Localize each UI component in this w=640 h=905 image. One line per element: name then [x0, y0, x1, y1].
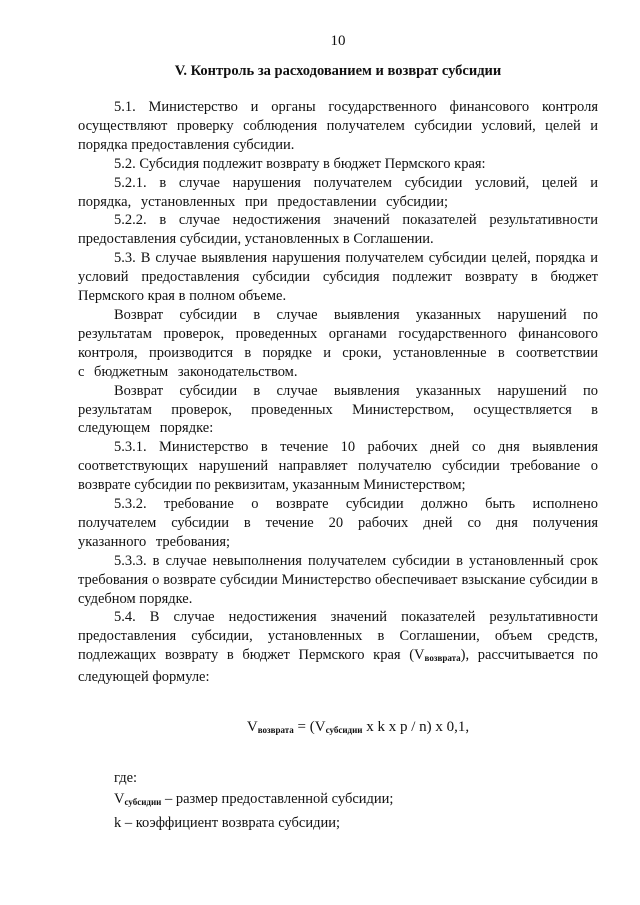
definition-v-text: – размер предоставленной субсидии; — [161, 791, 394, 808]
definition-v-subsidii — [78, 789, 598, 813]
paragraph-5-4-text: 5.4. В случае недостижения значений показателей результативности предоставления субсидии, установленных в Соглашении, объем средств, подлежащих возврату в бюджет Пермского края (V — [78, 609, 598, 664]
paragraph-5-2: 5.2. Субсидия подлежит возврату в бюджет Пермского края: — [114, 155, 486, 172]
paragraph-5-3: 5.3. В случае выявления нарушения получателем субсидии целей, порядка и условий предоставления субсидии субсидия подлежит возврату в бюджет Пермского края в полном объеме. — [78, 250, 598, 305]
paragraph-5-4-tail: ), рассчитывается по следующей формуле: — [78, 647, 598, 686]
section-title: V. Контроль за расходованием и возврат субсидии — [174, 63, 502, 79]
formula-sub-vozvrata: возврата — [257, 725, 294, 736]
where-label: где: — [114, 770, 138, 787]
paragraph-refund-ministry: Возврат субсидии в случае выявления указанных нарушений по результатам проверок, проведенных Министерством, осуществляется в следующем порядке: — [78, 382, 598, 437]
paragraph-5-3-2: 5.3.2. требование о возврате субсидии должно быть исполнено получателем субсидии в течение 20 рабочих дней со дня получения указанного требования; — [78, 496, 598, 550]
paragraph-5-4 — [78, 608, 598, 687]
definition-k: k – коэффициент возврата субсидии; — [114, 815, 341, 832]
formula-sub-subsidii: субсидии — [325, 725, 363, 736]
refund-formula — [118, 717, 598, 740]
formula-eq: = (V — [293, 719, 326, 736]
subscript-vozvrata: возврата — [424, 653, 461, 664]
definition-sub-subsidii: субсидии — [124, 797, 162, 808]
paragraph-5-3-1: 5.3.1. Министерство в течение 10 рабочих дней со дня выявления соответствующих нарушений направляет получателю субсидии требование о возврате субсидии по реквизитам, указанным Министерством; — [78, 439, 598, 494]
formula-rest: x k x p / n) x 0,1, — [362, 719, 470, 736]
paragraph-5-2-2: 5.2.2. в случае недостижения значений показателей результативности предоставления субсидии, установленных в Соглашении. — [78, 212, 598, 248]
paragraph-refund-control-bodies: Возврат субсидии в случае выявления указанных нарушений по результатам проверок, проведенных органами государственного финансового контроля, производится в порядке и сроки, установленные в соответствии с бюджетным законодательством. — [78, 306, 598, 380]
paragraph-5-2-1: 5.2.1. в случае нарушения получателем субсидии условий, целей и порядка, установленных при предоставлении субсидии; — [78, 174, 598, 210]
definition-v: V — [114, 791, 125, 808]
paragraph-5-1: 5.1. Министерство и органы государственного финансового контроля осуществляют проверку соблюдения получателем субсидии условий, целей и порядка предоставления субсидии. — [78, 99, 598, 153]
formula-v: V — [246, 719, 258, 736]
page-number: 10 — [330, 33, 346, 49]
paragraph-5-3-3: 5.3.3. в случае невыполнения получателем субсидии в установленный срок требования о возврате субсидии Министерство обеспечивает взыскание субсидии в судебном порядке. — [78, 552, 598, 607]
